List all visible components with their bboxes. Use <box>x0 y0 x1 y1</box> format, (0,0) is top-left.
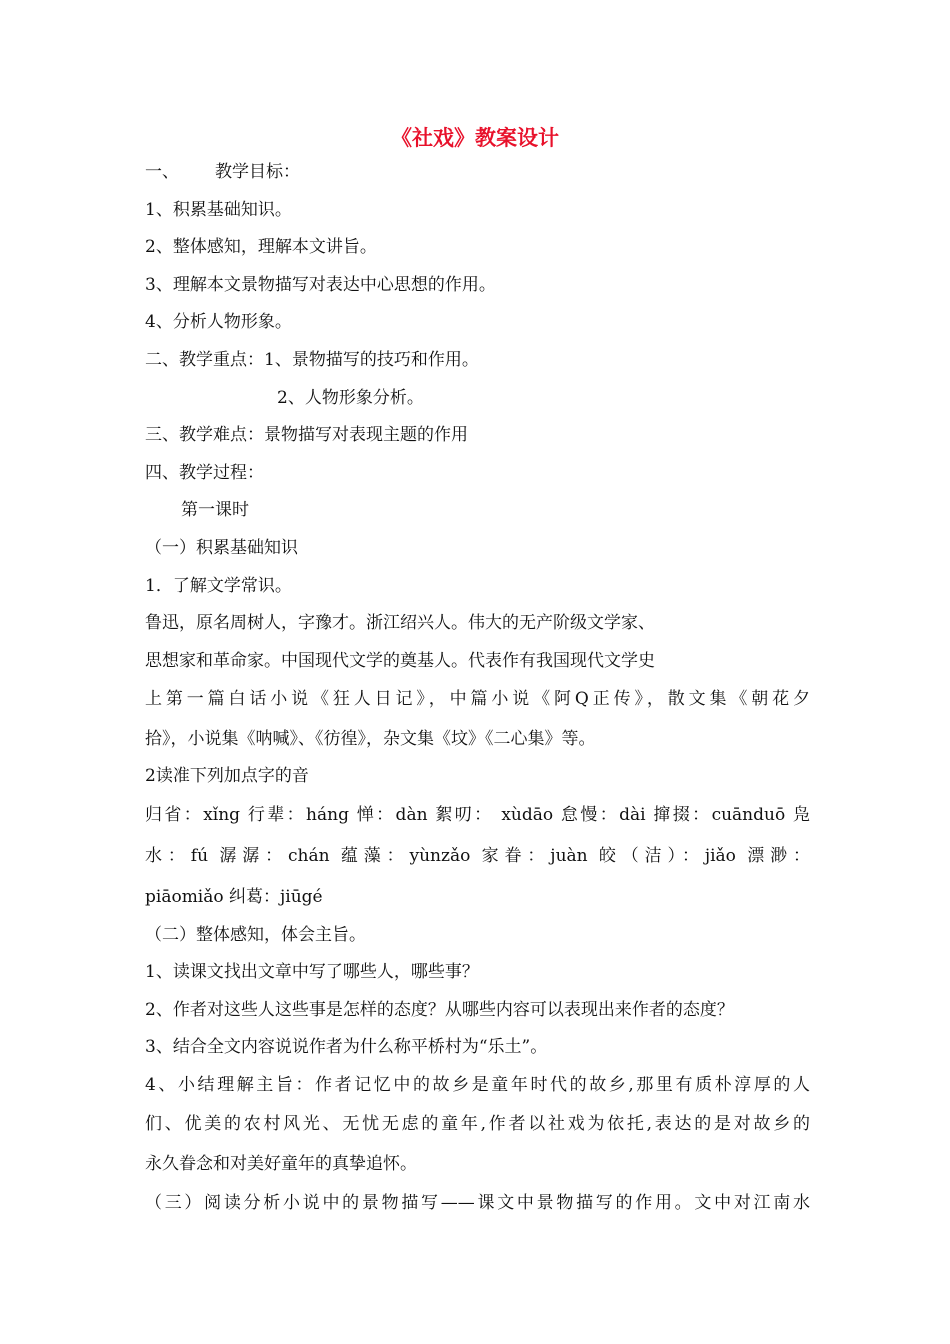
section-heading-2: 二、教学重点：1、景物描写的技巧和作用。 <box>145 350 479 370</box>
text-line: 1、读课文找出文章中写了哪些人，哪些事？ <box>145 962 479 982</box>
text-line: 们、优美的农村风光、无忧无虑的童年,作者以社戏为依托,表达的是对故乡的 <box>145 1114 810 1134</box>
section-heading-1 <box>145 160 810 184</box>
text-line: 2、作者对这些人这些事是怎样的态度？从哪些内容可以表现出来作者的态度？ <box>145 1000 734 1020</box>
text-line: 4、分析人物形象。 <box>145 312 292 332</box>
subsection-heading: （一）积累基础知识 <box>145 538 298 558</box>
text-line: 拾》，小说集《呐喊》、《彷徨》，杂文集《坟》《二心集》等。 <box>145 729 596 749</box>
subsection-heading: （三）阅读分析小说中的景物描写——课文中景物描写的作用。文中对江南水 <box>145 1193 810 1213</box>
pinyin-line: piāomiǎo 纠葛：jiūgé <box>145 887 323 907</box>
text-line: 永久眷念和对美好童年的真挚追怀。 <box>145 1154 417 1174</box>
text-line: 1、积累基础知识。 <box>145 200 292 220</box>
text-line: 思想家和革命家。中国现代文学的奠基人。代表作有我国现代文学史 <box>145 651 655 671</box>
text-line: 1．了解文学常识。 <box>145 576 292 596</box>
text-line: 上第一篇白话小说《狂人日记》，中篇小说《阿Q正传》，散文集《朝花夕 <box>145 689 810 709</box>
section-heading-4: 四、教学过程： <box>145 463 264 483</box>
section-heading-3: 三、教学难点：景物描写对表现主题的作用 <box>145 425 468 445</box>
text-line: 3、结合全文内容说说作者为什么称平桥村为“乐土”。 <box>145 1037 548 1057</box>
text-line: 2读准下列加点字的音 <box>145 766 309 786</box>
section-number: 一、 <box>145 162 179 182</box>
text-line: 3、理解本文景物描写对表达中心思想的作用。 <box>145 275 496 295</box>
document-title: 《社戏》教案设计 <box>391 125 559 150</box>
text-line: 鲁迅，原名周树人，字豫才。浙江绍兴人。伟大的无产阶级文学家、 <box>145 613 655 633</box>
text-line: 4、小结理解主旨：作者记忆中的故乡是童年时代的故乡,那里有质朴淳厚的人 <box>145 1075 810 1095</box>
text-line-indented: 2、人物形象分析。 <box>277 388 424 408</box>
pinyin-line: 归省：xǐng 行辈：háng 惮：dàn 絮叨： xùdāo 怠慢：dài 撺掇：cuānduō 凫 <box>145 805 810 825</box>
lesson-heading: 第一课时 <box>181 500 249 520</box>
text-line: 2、整体感知，理解本文讲旨。 <box>145 237 377 257</box>
subsection-heading: （二）整体感知，体会主旨。 <box>145 925 366 945</box>
pinyin-line: 水：fú 潺潺：chán 蕴藻：yùnzǎo 家眷：juàn 皎（洁）：jiǎo 漂渺： <box>145 846 810 866</box>
section-label: 教学目标： <box>215 162 300 182</box>
